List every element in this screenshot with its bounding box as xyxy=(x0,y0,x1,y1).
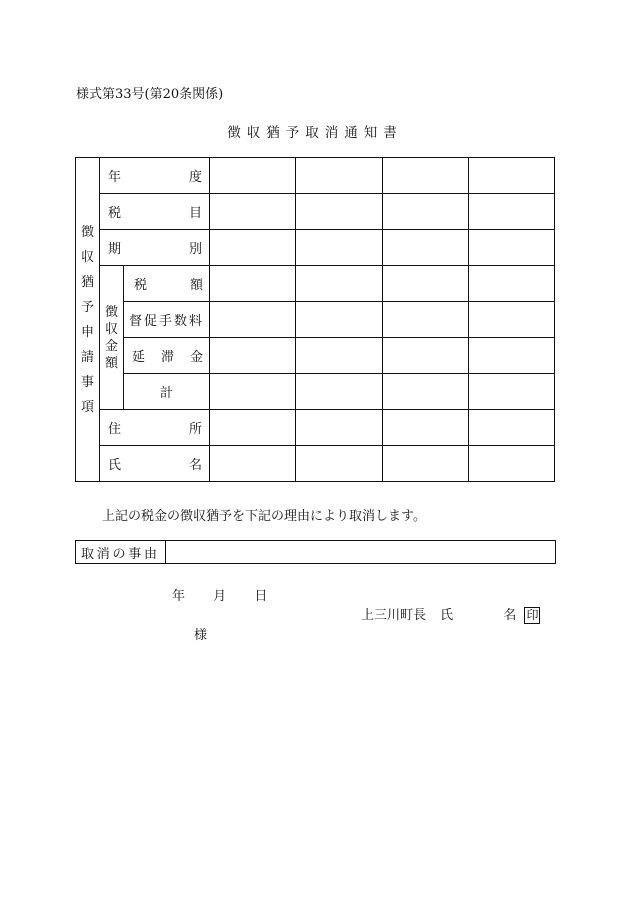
value-cell xyxy=(296,410,383,446)
value-cell xyxy=(383,158,469,194)
value-cell xyxy=(296,302,383,338)
reason-value[interactable] xyxy=(166,541,556,564)
value-cell xyxy=(296,338,383,374)
value-cell xyxy=(469,230,555,266)
row-tax-item xyxy=(76,194,555,230)
value-cell xyxy=(383,266,469,302)
value-cell xyxy=(469,194,555,230)
label-late-charge: 延 滞 金 xyxy=(124,338,210,374)
group-label-char: 請 xyxy=(80,349,94,365)
row-name xyxy=(76,446,555,482)
group-label-char: 事 xyxy=(80,374,94,390)
row-demand-fee xyxy=(76,302,555,338)
value-cell xyxy=(210,338,296,374)
value-cell xyxy=(469,410,555,446)
group-label-char: 徴 xyxy=(104,304,118,320)
row-late-charge xyxy=(76,338,555,374)
group-label-char: 項 xyxy=(80,399,94,415)
value-cell xyxy=(383,338,469,374)
reason-table xyxy=(75,540,556,564)
group-label-char: 収 xyxy=(104,321,118,337)
group-label-char: 予 xyxy=(80,299,94,315)
value-cell xyxy=(296,158,383,194)
group-label-char: 額 xyxy=(104,355,118,371)
group-label-char: 収 xyxy=(80,249,94,265)
row-total xyxy=(76,374,555,410)
value-cell xyxy=(383,446,469,482)
label-period: 期 別 xyxy=(100,230,210,266)
document-title: 徴収猶予取消通知書 xyxy=(227,125,403,141)
value-cell xyxy=(210,446,296,482)
statement-text: 上記の税金の徴収猶予を下記の理由により取消します。 xyxy=(102,509,426,524)
label-tax-item: 税 目 xyxy=(100,194,210,230)
issuer-title: 上三川町長 xyxy=(361,608,427,623)
recipient-honorific: 様 xyxy=(194,628,208,643)
value-cell xyxy=(210,410,296,446)
value-cell xyxy=(296,374,383,410)
value-cell xyxy=(210,158,296,194)
row-fiscal-year xyxy=(76,158,555,194)
value-cell xyxy=(296,446,383,482)
date-year-label: 年 xyxy=(172,589,186,604)
group-label-collection-amount xyxy=(100,266,124,410)
value-cell xyxy=(296,194,383,230)
value-cell xyxy=(469,302,555,338)
group-label-char: 徴 xyxy=(80,224,94,240)
value-cell xyxy=(383,410,469,446)
label-tax-amount: 税 額 xyxy=(124,266,210,302)
value-cell xyxy=(469,158,555,194)
group-label-char: 金 xyxy=(104,338,118,354)
label-name: 氏 名 xyxy=(100,446,210,482)
value-cell xyxy=(296,230,383,266)
value-cell xyxy=(469,374,555,410)
value-cell xyxy=(469,266,555,302)
group-label-char: 申 xyxy=(80,324,94,340)
value-cell xyxy=(469,446,555,482)
value-cell xyxy=(210,266,296,302)
reason-label: 取 消 の 事 由 xyxy=(76,541,166,564)
label-demand-fee: 督促手数料 xyxy=(124,302,210,338)
row-period xyxy=(76,230,555,266)
value-cell xyxy=(210,194,296,230)
row-address xyxy=(76,410,555,446)
row-tax-amount xyxy=(76,266,555,302)
value-cell xyxy=(383,302,469,338)
group-label-char: 猶 xyxy=(80,274,94,290)
value-cell xyxy=(383,374,469,410)
application-items-table xyxy=(75,157,555,482)
date-month-label: 月 xyxy=(213,589,227,604)
group-label-application-items xyxy=(76,158,100,482)
value-cell xyxy=(210,374,296,410)
value-cell xyxy=(296,266,383,302)
label-total: 計 xyxy=(124,374,210,410)
value-cell xyxy=(469,338,555,374)
label-fiscal-year: 年 度 xyxy=(100,158,210,194)
date-line xyxy=(172,585,267,604)
value-cell xyxy=(210,230,296,266)
seal-stamp-box: 印 xyxy=(526,608,539,622)
form-number: 様式第33号(第20条関係) xyxy=(76,87,224,102)
issuer-shi: 氏 xyxy=(440,608,454,623)
issuer-line xyxy=(361,604,540,624)
date-day-label: 日 xyxy=(254,589,268,604)
issuer-mei: 名 xyxy=(503,608,517,623)
value-cell xyxy=(383,194,469,230)
label-address: 住 所 xyxy=(100,410,210,446)
value-cell xyxy=(383,230,469,266)
value-cell xyxy=(210,302,296,338)
